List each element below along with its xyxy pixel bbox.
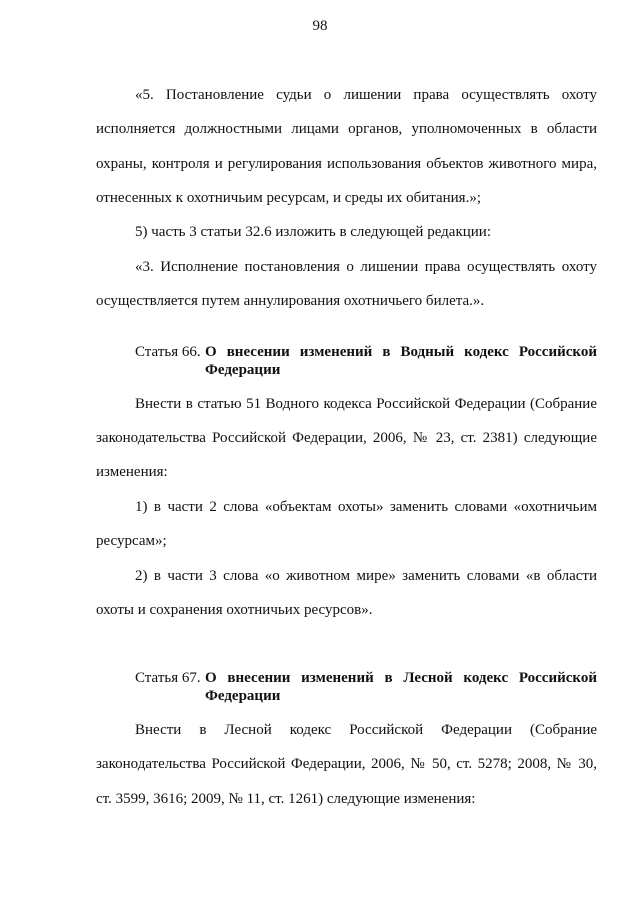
article-title-line: О внесении изменений в Водный кодекс Российской xyxy=(205,344,597,360)
paragraph-line: законодательства Российской Федерации, 2006, № 50, ст. 5278; 2008, № 30, xyxy=(96,756,597,772)
list-item: 2) в части 3 слова «о животном мире» заменить словами «в области xyxy=(135,568,597,584)
paragraph-line: «3. Исполнение постановления о лишении права осуществлять охоту xyxy=(135,259,597,275)
list-item: ресурсам»; xyxy=(96,533,167,549)
paragraph-line: охраны, контроля и регулирования использования объектов животного мира, xyxy=(96,156,597,172)
paragraph-line: ст. 3599, 3616; 2009, № 11, ст. 1261) следующие изменения: xyxy=(96,791,476,807)
article-title-line: О внесении изменений в Лесной кодекс Российской xyxy=(205,670,597,686)
list-item: 5) часть 3 статьи 32.6 изложить в следующей редакции: xyxy=(135,224,491,240)
article-title-line: Федерации xyxy=(205,688,281,704)
article-title xyxy=(205,669,597,705)
paragraph-line: законодательства Российской Федерации, 2006, № 23, ст. 2381) следующие xyxy=(96,430,597,446)
article-label: Статья 67. xyxy=(135,670,201,686)
paragraph-line: «5. Постановление судьи о лишении права осуществлять охоту xyxy=(135,87,597,103)
paragraph-line: изменения: xyxy=(96,464,168,480)
paragraph-line: осуществляется путем аннулирования охотничьего билета.». xyxy=(96,293,485,309)
paragraph-line: Внести в Лесной кодекс Российской Федерации (Собрание xyxy=(135,722,597,738)
page-number: 98 xyxy=(312,18,328,34)
paragraph-line: исполняется должностными лицами органов, уполномоченных в области xyxy=(96,121,597,137)
list-item: 1) в части 2 слова «объектам охоты» заменить словами «охотничьим xyxy=(135,499,597,515)
article-title-line: Федерации xyxy=(205,362,281,378)
list-item: охоты и сохранения охотничьих ресурсов». xyxy=(96,602,373,618)
article-title xyxy=(205,343,597,379)
article-label: Статья 66. xyxy=(135,344,201,360)
paragraph-line: Внести в статью 51 Водного кодекса Российской Федерации (Собрание xyxy=(135,396,597,412)
paragraph-line: отнесенных к охотничьим ресурсам, и среды их обитания.»; xyxy=(96,190,481,206)
